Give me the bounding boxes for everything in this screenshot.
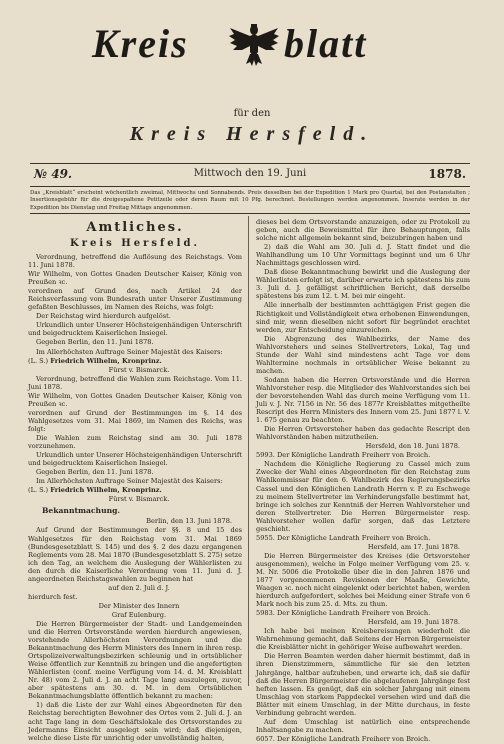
ordinance-seal-text: Urkundlich unter Unserer Höchsteigenhändigen Unterschrift und beigedrucktem Kaiserlichen Insiegel. — [28, 321, 242, 338]
masthead-district: Kreis Hersfeld. — [129, 123, 375, 145]
masthead-title-left: Kreis — [92, 21, 189, 66]
ordinance-title: Verordnung, betreffend die Auflösung des Reichstags. Vom 11. Juni 1878. — [28, 253, 242, 270]
objections-text: Alle innerhalb der bestimmten achttägigen Frist gegen die Richtigkeit und Vollständigkeit etwa erhobenen Einwendungen, sind mir, wenn dieselben nicht sofort für begründet erachtet werden, zur Entscheidung einzureichen. — [256, 301, 470, 334]
masthead-subtitle: für den — [233, 108, 271, 119]
masthead — [0, 8, 504, 88]
signer-name: Friedrich Wilhelm, Kronprinz. — [50, 356, 162, 365]
signatory: Der Königliche Landrath Freiherr von Broich. — [277, 533, 431, 542]
ordinance-body: verordnen auf Grund des, nach Artikel 24 der Reichsverfassung vom Bundesrath unter Unserer Zustimmung gefaßten Beschlusses, im Namen des Reichs, was folgt: — [28, 287, 242, 312]
ordinance2-text: Die Wahlen zum Reichstag sind am 30. Juli 1878 vorzunehmen. — [28, 433, 242, 451]
masthead-title-right: blatt — [284, 21, 368, 66]
minister-title: Der Minister des Innern — [98, 601, 180, 610]
announcement-deadline: auf den 2. Juli d. J. — [108, 583, 170, 592]
ordinance2-mandate: Im Allerhöchsten Auftrage Seiner Majestät des Kaisers: — [36, 477, 223, 486]
issue-bar — [30, 167, 470, 185]
ordinance2-title: Verordnung, betreffend die Wahlen zum Reichstage. Vom 11. Juni 1878. — [28, 374, 242, 391]
ordinance-preamble: Wir Wilhelm, von Gottes Gnaden Deutscher Kaiser, König von Preußen ꝛc. — [28, 270, 242, 287]
subscription-notice: Das „Kreisblatt“ erscheint wöchentlich zweimal, Mittwochs und Sonnabends. Preis desselben bei der Expedition 1 Mark pro Quartal, bei den Postanstalten ; Insertionsgebühr für die dreigespaltene Petitzeile oder deren Raum mit 10 Pfg. berechnet. Bestellungen werden angenommen. Inserate werden in der Expedition bis Dienstag und Freitag Mittags angenommen. — [30, 190, 470, 211]
right-column — [256, 218, 470, 744]
ordinance2-preamble: Wir Wilhelm, von Gottes Gnaden Deutscher Kaiser, König von Preußen ꝛc. — [28, 391, 242, 408]
signatory: Der Königliche Landrath Freiherr von Broich. — [277, 609, 431, 618]
issue-rule-bottom — [30, 186, 470, 187]
instruction-item-2: 2) daß die Wahl am 30. Juli d. J. Statt findet und die Wahlhandlung um 10 Uhr Vormittags beginnt und um 6 Uhr Nachmittags geschlossen wird. — [256, 243, 470, 268]
archiving-text: Ich habe bei meinen Kreisbereisungen wiederholt die Wahrnehmung gemacht, daß Seitens der Herren Bürgermeister die Kreisblätter nicht in gehöriger Weise aufbewahrt werden. — [256, 627, 470, 652]
ordinance-text: Der Reichstag wird hierdurch aufgelöst. — [36, 312, 171, 321]
rescript-text: Sodann haben die Herren Ortsvorstände und die Herren Wahlvorsteher resp. die Mitglieder des Wahlvorstandes sich bei der bevorstehenden Wahl das durch meine Verfügung vom 11. Juli v. J. Nr. 7156 in Nr. 56 des 1877r Kreisblattes mitgetheilte Rescript des Herrn Ministers des Innern vom 25. Juni 1877 l. V. 1. 675 genau zu beachten. — [256, 375, 470, 425]
ordinance-mandate: Im Allerhöchsten Auftrage Seiner Majestät des Kaisers: — [36, 347, 223, 356]
issue-rule-top — [30, 163, 470, 164]
commissioner-text: Nachdem die Königliche Regierung zu Cassel mich zum Zwecke der Wahl eines Abgeordneten für den Reichstag zum Wahlkommissar für den 6. Wahlbezirk des Regierungsbezirks Cassel und den Königlichen Landrath Herrn v. P. zu Eschwege zu meinem Stellvertreter im Verhinderungsfalle bestimmt hat, bringe ich solches zur Kenntniß der Herren Wahlvorsteher und deren Stellvertreter. Die Herren Bürgermeister resp. Wahlvorsteher wollen dafür sorgen, daß das Letztere geschieht. — [256, 460, 470, 533]
left-column — [28, 218, 242, 743]
seal-mark: (L. S.) — [28, 356, 49, 365]
reference-number: 5983. — [256, 609, 275, 618]
district-boundaries-text: Die Abgrenzung des Wahlbezirks, der Name des Wahlvorstehers und seines Stellvertreters, Lokal, Tag und Stunde der Wahl sind mindestens acht Tage vor dem Wahltermine nochmals in ortsüblicher Weise bekannt zu machen. — [256, 334, 470, 375]
reference-number: 5955. — [256, 533, 275, 542]
notice4-signature — [256, 735, 470, 743]
notice4-date: Hersfeld, am 19. Juni 1878. — [367, 618, 460, 627]
column-divider — [248, 216, 249, 686]
section-heading: Amtliches. — [86, 220, 184, 235]
signatory: Der Königliche Landrath Freiherr von Broich. — [277, 734, 431, 743]
seal-mark: (L. S.) — [28, 486, 49, 495]
archiving-cover-note: Auf dem Umschlag ist natürlich eine entsprechende Inhaltsangabe zu machen. — [256, 717, 470, 734]
ordinance2-seal-text: Urkundlich unter Unserer Höchsteigenhändigen Unterschrift und beigedrucktem Kaiserlichen Insiegel. — [28, 451, 242, 468]
ordinance2-date: Gegeben Berlin, den 11. Juni 1878. — [36, 468, 154, 477]
district-heading: Kreis Hersfeld. — [70, 238, 200, 249]
issue-year: 1878. — [428, 167, 466, 181]
ordinance2-body: verordnen auf Grund der Bestimmungen im §. 14 des Wahlgesetzes vom 31. Mai 1869, im Namen des Reichs, was folgt: — [28, 408, 242, 433]
reference-number: 6057. — [256, 734, 275, 743]
signatory: Der Königliche Landrath Freiherr von Broich. — [277, 451, 431, 460]
minister-name: Graf Eulenburg. — [111, 610, 167, 619]
eagle-emblem-icon — [228, 22, 280, 68]
announcement-date: Berlin, den 13. Juni 1878. — [146, 517, 232, 526]
issue-number: № 49. — [34, 167, 73, 181]
ordinance2-signature — [28, 486, 242, 494]
rescript-communication: Die Herren Ortsvorsteher haben das gedachte Rescript den Wahlvorständen haben mitzutheilen. — [256, 425, 470, 442]
signer-name: Friedrich Wilhelm, Kronprinz. — [50, 486, 162, 495]
announcement-closing: hierdurch fest. — [28, 592, 78, 601]
countersigner: Fürst v. Bismarck. — [108, 495, 170, 504]
reference-number: 5993. — [256, 451, 275, 460]
countersigner: Fürst v. Bismarck. — [108, 365, 170, 374]
notice3-signature — [256, 609, 470, 617]
instruction-body: Die Herren Bürgermeister der Stadt- und Landgemeinden und die Herren Ortsvorstände werden hierdurch angewiesen, vorstehende Allerhöchsten Verordnungen und die Bekanntmachung des Herrn Ministers des Innern in ihren resp. Ortspolizeiverwaltungsbezirken schleunig und in ortsüblicher Weise öffentlich zur Kenntniß zu bringen und die angefertigten Wählerlisten (conf. meine Verfügung vom 14. d. M. Kreisblatt Nr. 48) vom 2. Juli d. J. an acht Tage lang auszulegen, zuvor, aber spätestens am 30. d. M. in dem Ortsüblichen Bekanntmachungsblatte öffentlich bekannt zu machen: — [28, 619, 242, 701]
ordinance-signature — [28, 357, 242, 365]
ordinance-date: Gegeben Berlin, den 11. Juni 1878. — [36, 338, 154, 347]
report-request: Daß diese Bekanntmachung bewirkt und die Auslegung der Wählerlisten erfolgt ist, darüber erwarte ich spätestens bis zum 3. Juli d. J. gefälligst schriftlichen Bericht, daß derselbe spätestens bis zum 12. t. M. bei mir eingeht. — [256, 268, 470, 301]
weights-measures-text: Die Herren Bürgermeister des Kreises (die Ortsvorsteher ausgenommen), welche in Folge meiner Verfügung vom 25. v. M. Nr. 5006 die Protokolle über die in den Jahren 1876 und 1877 vorgenommenen Revisionen der Maaße, Gewichte, Waagen ꝛc. noch nicht eingelenkt oder berichtet haben, werden hierdurch aufgefordert, solches bei Meidung einer Strafe von 6 Mark noch bis zum 25. d. Mts. zu thun. — [256, 551, 470, 609]
notice1-date: Hersfeld, den 18. Juni 1878. — [365, 442, 460, 451]
notice3-date: Hersfeld, am 17. Juni 1878. — [367, 542, 460, 551]
notice-rule — [30, 213, 470, 214]
announcement-heading: Bekanntmachung. — [42, 506, 121, 516]
archiving-instructions: Die Herren Beamten werden daher hiermit bestimmt, daß in ihren Dienstzimmern, sämmtliche für sie den letzten Jahrgänge, haltbar aufzuheben, und erwarte ich, daß sie dafür daß die Herren Bürgermeister die abgelaufenen Jahrgänge fest heften lassen. Es genügt, daß ein solcher Jahrgang mit einem Umschlag von starkem Pappdeckel versehen wird und daß die Blätter mit einem Umschlag, in der Mitte durchaus, in feste Verbindung gebracht werden. — [256, 652, 470, 717]
announcement-body: Auf Grund der Bestimmungen der §§. 8 und 15 des Wahlgesetzes für den Reichstag vom 31. Mai 1869 (Bundesgesetzblatt S. 145) und des §. 2 des dazu ergangenen Reglements vom 28. Mai 1870 (Bundesgesetzblatt S. 275) setze ich den Tag, an welchem die Auslegung der Wählerlisten zu den durch die Kaiserliche Verordnung vom 11. Juni d. J. angeordneten Reichstagswahlen zu beginnen hat — [28, 526, 242, 583]
notice2-signature — [256, 534, 470, 542]
notice1-signature — [256, 451, 470, 459]
continuation-text: dieses bei dem Ortsvorstande anzuzeigen, oder zu Protokoll zu geben, auch die Beweismittel für ihre Behauptungen, falls solche nicht allgemein bekannt sind, beizubringen haben und — [256, 218, 470, 243]
instruction-item-1: 1) daß die Liste der zur Wahl eines Abgeordneten für den Reichstag berechtigten Bewohner des Ortes vom 2. Juli d. J. an acht Tage lang in dem Geschäftslokale des Ortsvorstandes zu Jedermanns Einsicht ausgelegt sein wird; daß diejenigen, welche diese Liste für unrichtig oder unvollständig halten, — [28, 701, 242, 742]
issue-date: Mittwoch den 19. Juni — [193, 168, 307, 179]
